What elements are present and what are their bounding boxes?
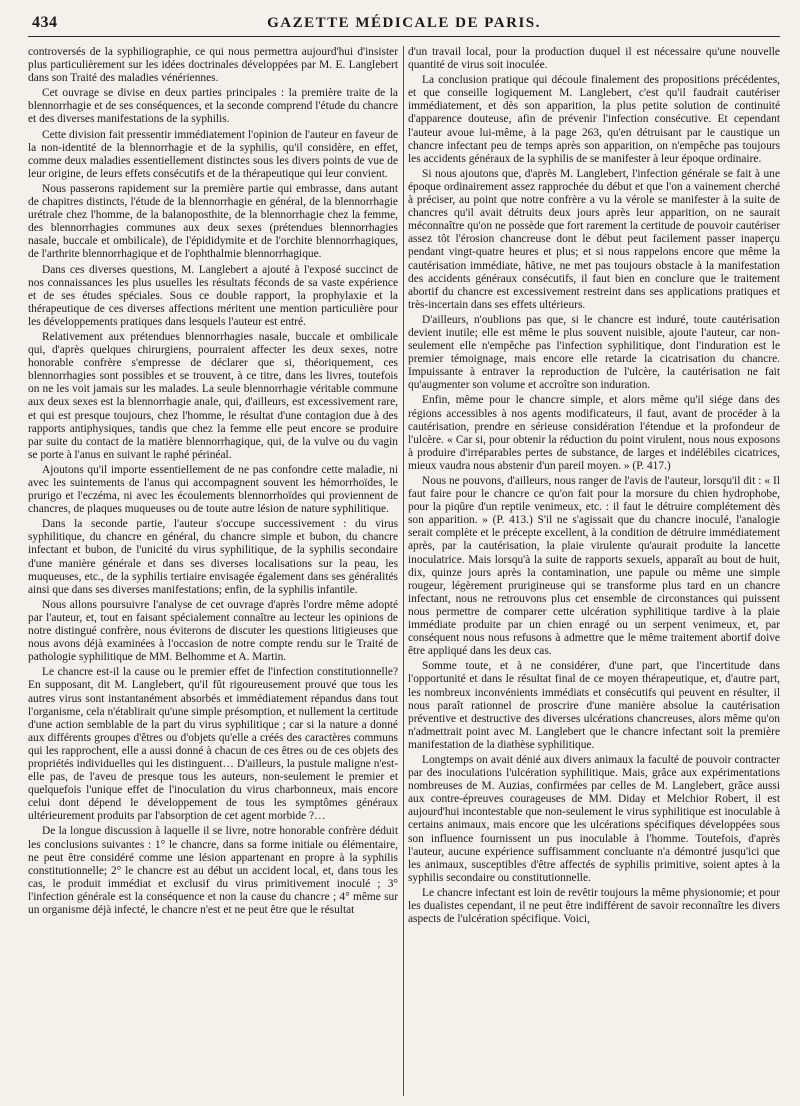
- left-column: [28, 46, 398, 1096]
- paragraph: Le chancre est-il la cause ou le premier effet de l'infection constitutionnelle? En supposant, dit M. Langlebert, qu'il fût rigoureusement prouvé que tous les autres virus sont instantanément absorbés et immédiatement répandus dans tout l'organisme, cela n'établirait qu'une simple présomption, et nullement la certitude d'une action semblable de la part du virus syphilitique ; car si la nature a donné aux différents groupes d'êtres ou d'objets qu'elle a créés des caractères communs qui les rapprochent, elle a aussi donné à chacun de ces êtres ou de ces objets des propriétés individuelles qui les distinguent… D'ailleurs, la pustule maligne n'est-elle pas, de l'aveu de presque tous les auteurs, non-seulement le premier et quelquefois l'unique effet de l'inoculation du virus charbonneux, mais encore celui dont dépend le développement de tous les symptômes généraux ultérieurement produits par l'absorption de cet agent morbide ?…: [28, 666, 398, 823]
- paragraph: Cet ouvrage se divise en deux parties principales : la première traite de la blennorrhagie et de ses conséquences, et la seconde comprend l'étude du chancre et des diverses manifestations de la syphilis.: [28, 87, 398, 126]
- paragraph: Relativement aux prétendues blennorrhagies nasale, buccale et ombilicale qui, d'après quelques chirurgiens, pourraient affecter les deux sexes, notre honorable confrère s'empresse de déclarer que si, théoriquement, ces blennorrhagies sont possibles et se trouvent, à ce titre, dans les livres, toutefois on ne les voit jamais sur les malades. La seule blennorrhagie véritable commune aux deux sexes est la blennorrhagie anale, qui, d'ailleurs, est excessivement rare, et qui est presque toujours, chez l'homme, le résultat d'une contagion due à des rapports antiphysiques, tandis que chez la femme elle peut encore se produire par suite du contact de la matière blennorrhagique, qui, de la vulve ou du vagin se porte à l'anus en suivant le raphé périnéal.: [28, 330, 398, 461]
- column-divider: [403, 46, 404, 1096]
- paragraph: Nous passerons rapidement sur la première partie qui embrasse, dans autant de chapitres distincts, l'étude de la blennorrhagie en général, de la blennorrhagie urétrale chez l'homme, de la balanoposthite, de la blennorrhagie chez la femme, des blennorrhagies communes aux deux sexes (prétendues blennorrhagies nasale, buccale et ombilicale), de l'épididymite et de l'orchite blennorrhagiques, de l'arthrite blennorrhagique et de l'ophthalmie blennorrhagique.: [28, 182, 398, 261]
- paragraph: D'ailleurs, n'oublions pas que, si le chancre est induré, toute cautérisation devient inutile; elle est même le plus souvent nuisible, ajoute l'auteur, car non-seulement elle n'empêche pas l'infection syphilitique, dont l'induration est le premier témoignage, mais encore elle retarde la cicatrisation du chancre. Impuissante à entraver la reproduction de l'ulcère, la cautérisation ne fait qu'augmenter son volume et accroître son induration.: [408, 313, 780, 392]
- paragraph: controversés de la syphiliographie, ce qui nous permettra aujourd'hui d'insister plus particulièrement sur les idées doctrinales développées par M. E. Langlebert dans son Traité des maladies vénériennes.: [28, 46, 398, 85]
- right-column: [408, 46, 780, 1096]
- page-header: [28, 12, 780, 37]
- paragraph: Enfin, même pour le chancre simple, et alors même qu'il siége dans des régions accessibles à nos agents modificateurs, il faut, avant de procéder à la cautérisation, prendre en sérieuse considération l'étendue et la profondeur de l'ulcère. « Car si, pour obtenir la réduction du point virulent, nous nous exposons à produire d'irréparables pertes de substance, de larges et indélébiles cicatrices, mieux vaudra nous abstenir d'un pareil moyen. » (P. 417.): [408, 394, 780, 472]
- paragraph: Si nous ajoutons que, d'après M. Langlebert, l'infection générale se fait à une époque ordinairement assez rapprochée du début et que l'on a vainement cherché à préciser, au point que notre confrère a vu la vérole se manifester à la suite de chancres qu'il avait détruits deux jours après leur apparition, on ne saurait méconnaître qu'on ne possède que fort rarement la certitude de pouvoir cautériser assez tôt l'érosion chancreuse dont le début peut facilement passer inaperçu pendant vingt-quatre heures et plus; et si nous rappelons encore que même la cautérisation immédiate, hâtive, ne met pas toujours obstacle à la manifestation des accidents généraux consécutifs, il faut bien en conclure que le traitement abortif du chancre est excessivement restreint dans ses applications pratiques et très-incertain dans ses effets ultérieurs.: [408, 167, 780, 311]
- paragraph: La conclusion pratique qui découle finalement des propositions précédentes, et que conseille logiquement M. Langlebert, c'est qu'il faudrait cautériser immédiatement, et dès son apparition, la plus petite solution de continuité d'apparence douteuse, afin de prévenir l'infection consécutive. Et cependant l'auteur avoue lui-même, à la page 263, qu'en détruisant par le caustique un chancre infectant peu de temps après son apparition, on n'empêche pas toujours les accidents généraux de la syphilis de se manifester à leur époque ordinaire.: [408, 74, 780, 165]
- paragraph: d'un travail local, pour la production duquel il est nécessaire qu'une nouvelle quantité de virus soit inoculée.: [408, 46, 780, 72]
- paragraph: Ajoutons qu'il importe essentiellement de ne pas confondre cette maladie, ni avec les suintements de l'anus qui accompagnent souvent les hémorrhoïdes, le prurigo et l'eczéma, ni avec les écoulements blennorrhoïdes qui proviennent de chancres, de plaques muqueuses ou de toute autre lésion de nature syphilitique.: [28, 463, 398, 516]
- paragraph: Dans ces diverses questions, M. Langlebert a ajouté à l'exposé succinct de nos connaissances les plus usuelles les résultats féconds de sa vaste expérience et de ses études spéciales. Sous ce double rapport, la prophylaxie et la thérapeutique de ces diverses affections méritent une mention particulière pour les développements pratiques dans lesquels l'auteur est entré.: [28, 263, 398, 328]
- paragraph: Cette division fait pressentir immédiatement l'opinion de l'auteur en faveur de la non-identité de la blennorrhagie et de la syphilis, qu'il considère, en effet, comme deux maladies essentiellement distinctes sous les divers points de vue de leur origine, de leurs effets consécutifs et de la thérapeutique qui leur convient.: [28, 128, 398, 180]
- running-title: GAZETTE MÉDICALE DE PARIS.: [267, 15, 541, 31]
- paragraph: De la longue discussion à laquelle il se livre, notre honorable confrère déduit les conclusions suivantes : 1° le chancre, dans sa forme initiale ou élémentaire, ne peut être considéré comme une lésion appartenant en propre à la syphilis constitutionnelle; 2° le chancre est au début un accident local, et, dans tous les cas, le produit immédiat et exclusif du virus primitivement inoculé ; 3° l'infection générale est la conséquence et non la cause du chancre ; 4° même sur un organisme déjà infecté, le chancre n'est et ne peut être que le résultat: [28, 825, 398, 916]
- paragraph: Longtemps on avait dénié aux divers animaux la faculté de pouvoir contracter par des inoculations l'ulcération syphilitique. Mais, grâce aux expérimentations nombreuses de M. Auzias, confirmées par celles de M. Langlebert, grâce aussi aux contre-épreuves courageuses de MM. Diday et Melchior Robert, il est aujourd'hui incontestable que non-seulement le virus syphilitique est inoculable à certains animaux, mais encore que les ulcérations spécifiques développées sous son influence fournissent un pus inoculable à l'homme. Toutefois, d'après l'auteur, aucune expérience suffisamment concluante n'a démontré jusqu'ici que les animaux, susceptibles d'être affectés de syphilis primitive, soient aptes à la syphilis secondaire ou constitutionnelle.: [408, 753, 780, 884]
- page-number: 434: [32, 14, 58, 31]
- paragraph: Dans la seconde partie, l'auteur s'occupe successivement : du virus syphilitique, du chancre en général, du chancre simple et bubon, du chancre infectant et bubon, de l'unicité du virus syphilitique, de la syphilis secondaire d'une manière générale et dans ses diverses localisations sur la peau, les muqueuses, etc., de la syphilis tertiaire envisagée également dans ses généralités ainsi que dans ses diverses manifestations; enfin, de la syphilis infantile.: [28, 518, 398, 596]
- paragraph: Nous allons poursuivre l'analyse de cet ouvrage d'après l'ordre même adopté par l'auteur, et, tout en faisant spécialement connaître au lecteur les opinions de notre distingué confrère, nous éviterons de discuter les questions litigieuses que nous avons déjà examinées à l'occasion de notre compte rendu sur le Traité de pathologie syphilitique de MM. Belhomme et A. Martin.: [28, 598, 398, 664]
- paragraph: Le chancre infectant est loin de revêtir toujours la même physionomie; et pour les dualistes cependant, il ne peut être indifférent de savoir reconnaître les divers aspects de l'ulcération spécifique. Voici,: [408, 886, 780, 926]
- paragraph: Nous ne pouvons, d'ailleurs, nous ranger de l'avis de l'auteur, lorsqu'il dit : « Il faut faire pour le chancre ce qu'on fait pour la morsure du chien hydrophobe, pour la piqûre d'un reptile venimeux, etc. : il faut le détruire complétement dès son apparition. » (P. 413.) S'il ne s'agissait que du chancre inoculé, l'analogie serait complète et le précepte excellent, à la condition de détruire immédiatement après, par la cautérisation, la plaie virulente qu'aurait produite la lancette inoculatrice. Mais lorsqu'à la suite de rapports sexuels, apparaît au bout de huit, dix, quinze jours après la contamination, une papule ou même une simple rougeur, légèrement prurigineuse qui se transforme plus tard en un chancre infectant, nous ne retrouvons plus cet ensemble de circonstances qui puissent nous permettre de comparer cette ulcération syphilitique tardive à la plaie immédiate produite par un chien enragé ou un serpent venimeux, et, par conséquent nous nous refusons à admettre que le même traitement abortif doive être appliqué dans les deux cas.: [408, 475, 780, 658]
- paragraph: Somme toute, et à ne considérer, d'une part, que l'incertitude dans l'opportunité et dans le résultat final de ce moyen thérapeutique, et, d'autre part, les nombreux inconvénients immédiats et consécutifs qui peuvent en résulter, il nous paraît rationnel de proscrire d'une manière absolue la cautérisation préventive et destructive des diverses ulcérations chancreuses, alors même qu'on n'admettrait point avec M. Langlebert que le chancre infectant soit la première manifestation de la diathèse syphilitique.: [408, 660, 780, 751]
